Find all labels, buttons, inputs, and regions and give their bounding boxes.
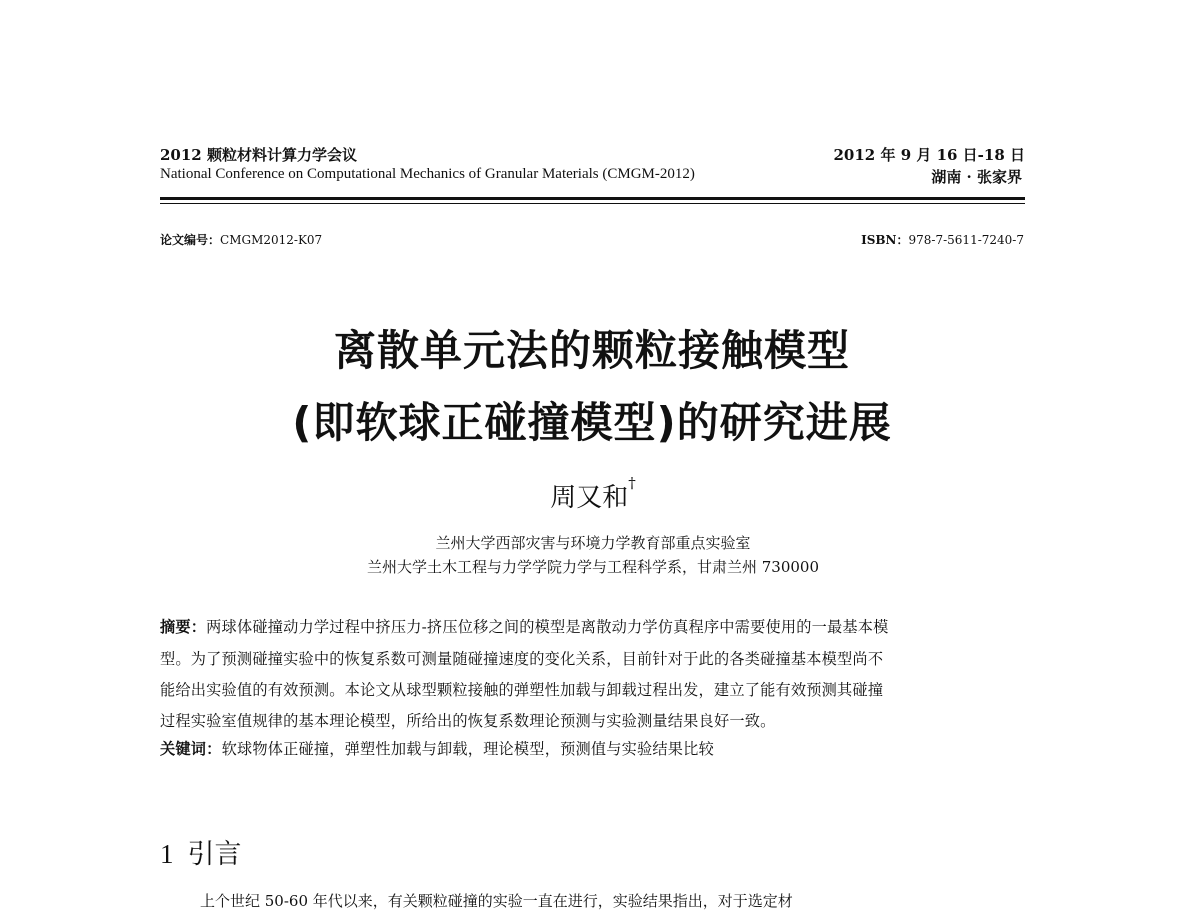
header-rule-thick bbox=[160, 197, 1025, 200]
section-heading bbox=[160, 832, 242, 871]
paper-number-label: 论文编号： bbox=[160, 233, 221, 247]
author-mark: † bbox=[628, 474, 636, 492]
keywords bbox=[160, 738, 1022, 759]
paper-number-value: CMGM2012-K07 bbox=[220, 233, 323, 247]
header-rule-thin bbox=[160, 203, 1025, 204]
keywords-text: 软球物体正碰撞，弹塑性加载与卸载，理论模型，预测值与实验结果比较 bbox=[221, 740, 714, 758]
conference-title-cn: 2012 颗粒材料计算力学会议 bbox=[160, 146, 357, 164]
abstract-line-2: 型。为了预测碰撞实验中的恢复系数可测量随碰撞速度的变化关系，目前针对于此的各类碰撞基本模型尚不 bbox=[160, 650, 884, 668]
section-number: 1 bbox=[160, 839, 174, 869]
abstract-line-4: 过程实验室值规律的基本理论模型，所给出的恢复系数理论预测与实验测量结果良好一致。 bbox=[160, 712, 776, 730]
paper-title-line-2: (即软球正碰撞模型)的研究进展 bbox=[292, 398, 892, 447]
affiliation-1: 兰州大学西部灾害与环境力学教育部重点实验室 bbox=[435, 534, 751, 552]
body-text-cut: 上个世纪 50-60 年代以来，有关颗粒碰撞的实验一直在进行，实验结果指出，对于选定材 bbox=[200, 892, 793, 910]
abstract-line-1 bbox=[160, 616, 1022, 637]
abstract-line-3: 能给出实验值的有效预测。本论文从球型颗粒接触的弹塑性加载与卸载过程出发，建立了能有效预测其碰撞 bbox=[160, 681, 884, 699]
isbn bbox=[861, 231, 1024, 248]
paper-title-line-1: 离散单元法的颗粒接触模型 bbox=[333, 326, 850, 375]
isbn-value: 978-7-5611-7240-7 bbox=[908, 233, 1024, 247]
paper-number bbox=[160, 231, 322, 248]
conference-date: 2012 年 9 月 16 日-18 日 bbox=[833, 146, 1025, 164]
author bbox=[0, 474, 1186, 514]
abstract-text-1: 两球体碰撞动力学过程中挤压力-挤压位移之间的模型是离散动力学仿真程序中需要使用的一最基本模 bbox=[206, 618, 889, 636]
affiliation-2: 兰州大学土木工程与力学学院力学与工程科学系，甘肃兰州 730000 bbox=[366, 558, 820, 576]
conference-title-en: National Conference on Computational Mechanics of Granular Materials (CMGM-2012) bbox=[160, 166, 695, 182]
author-name: 周又和 bbox=[550, 483, 629, 513]
section-title: 引言 bbox=[187, 839, 242, 870]
conference-location: 湖南 · 张家界 bbox=[931, 168, 1022, 186]
keywords-label: 关键词： bbox=[160, 740, 222, 758]
isbn-label: ISBN： bbox=[861, 233, 909, 247]
abstract-label: 摘要： bbox=[160, 618, 207, 636]
